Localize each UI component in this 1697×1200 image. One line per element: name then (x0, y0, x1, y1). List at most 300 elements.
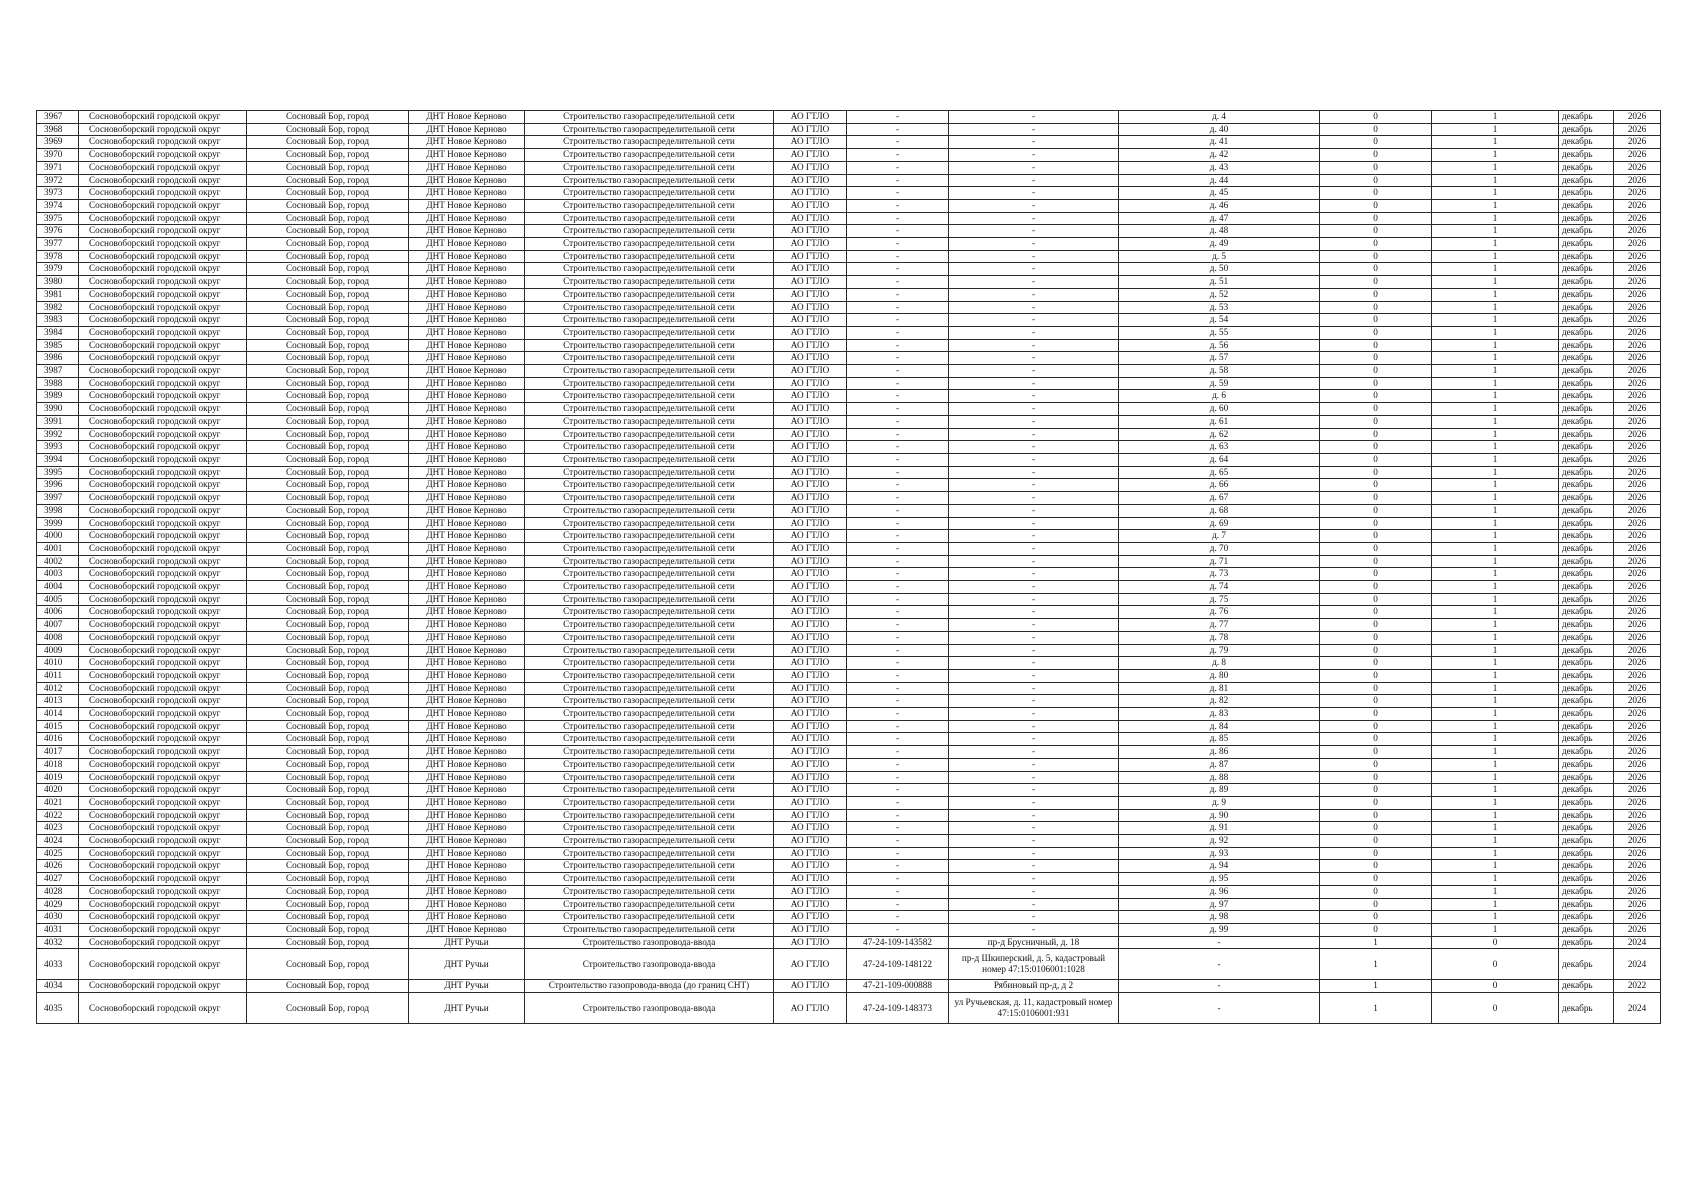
cell-row-number: 4033 (37, 949, 79, 980)
cell-activity: Строительство газораспределительной сети (525, 479, 774, 492)
cell-community: ДНТ Новое Керново (409, 352, 525, 365)
cell-activity: Строительство газораспределительной сети (525, 238, 774, 251)
cell-activity: Строительство газораспределительной сети (525, 365, 774, 378)
cell-contractor: АО ГТЛО (774, 301, 847, 314)
cell-community: ДНТ Новое Керново (409, 199, 525, 212)
cell-settlement: Сосновый Бор, город (247, 466, 409, 479)
cell-settlement: Сосновый Бор, город (247, 403, 409, 416)
table-row (37, 428, 1661, 441)
cell-activity: Строительство газораспределительной сети (525, 771, 774, 784)
cell-value-1: 0 (1320, 199, 1432, 212)
cell-year: 2026 (1614, 733, 1661, 746)
cell-activity: Строительство газораспределительной сети (525, 415, 774, 428)
cell-municipality: Сосновоборский городской округ (79, 885, 247, 898)
cell-house: д. 82 (1119, 695, 1320, 708)
cell-month: декабрь (1559, 352, 1614, 365)
cell-request-number: - (847, 161, 949, 174)
cell-value-1: 0 (1320, 212, 1432, 225)
cell-activity: Строительство газораспределительной сети (525, 898, 774, 911)
cell-community: ДНТ Новое Керново (409, 149, 525, 162)
cell-row-number: 4011 (37, 669, 79, 682)
cell-month: декабрь (1559, 365, 1614, 378)
cell-contractor: АО ГТЛО (774, 936, 847, 949)
table-row (37, 657, 1661, 670)
cell-house: д. 71 (1119, 555, 1320, 568)
cell-municipality: Сосновоборский городской округ (79, 911, 247, 924)
cell-object-address: - (949, 377, 1119, 390)
cell-value-1: 0 (1320, 453, 1432, 466)
cell-request-number: - (847, 288, 949, 301)
cell-year: 2026 (1614, 924, 1661, 937)
table-row (37, 809, 1661, 822)
cell-month: декабрь (1559, 733, 1614, 746)
cell-settlement: Сосновый Бор, город (247, 479, 409, 492)
cell-community: ДНТ Новое Керново (409, 111, 525, 124)
cell-object-address: - (949, 860, 1119, 873)
cell-month: декабрь (1559, 669, 1614, 682)
cell-month: декабрь (1559, 555, 1614, 568)
cell-activity: Строительство газораспределительной сети (525, 377, 774, 390)
cell-value-2: 1 (1432, 835, 1559, 848)
cell-value-1: 0 (1320, 238, 1432, 251)
cell-settlement: Сосновый Бор, город (247, 619, 409, 632)
cell-row-number: 3969 (37, 136, 79, 149)
cell-year: 2026 (1614, 530, 1661, 543)
cell-contractor: АО ГТЛО (774, 758, 847, 771)
cell-value-2: 1 (1432, 873, 1559, 886)
cell-value-2: 1 (1432, 657, 1559, 670)
cell-community: ДНТ Новое Керново (409, 453, 525, 466)
cell-month: декабрь (1559, 835, 1614, 848)
cell-contractor: АО ГТЛО (774, 136, 847, 149)
cell-value-1: 0 (1320, 149, 1432, 162)
cell-year: 2026 (1614, 796, 1661, 809)
cell-month: декабрь (1559, 771, 1614, 784)
table-row (37, 517, 1661, 530)
cell-community: ДНТ Новое Керново (409, 479, 525, 492)
cell-value-1: 0 (1320, 631, 1432, 644)
cell-request-number: - (847, 492, 949, 505)
table-row (37, 568, 1661, 581)
cell-municipality: Сосновоборский городской округ (79, 542, 247, 555)
cell-value-1: 0 (1320, 542, 1432, 555)
cell-settlement: Сосновый Бор, город (247, 542, 409, 555)
cell-row-number: 4022 (37, 809, 79, 822)
cell-value-2: 1 (1432, 911, 1559, 924)
cell-request-number: 47-24-109-143582 (847, 936, 949, 949)
cell-activity: Строительство газораспределительной сети (525, 619, 774, 632)
cell-settlement: Сосновый Бор, город (247, 758, 409, 771)
table-row (37, 898, 1661, 911)
cell-year: 2026 (1614, 555, 1661, 568)
cell-object-address: - (949, 187, 1119, 200)
cell-value-2: 1 (1432, 568, 1559, 581)
cell-value-2: 1 (1432, 365, 1559, 378)
cell-municipality: Сосновоборский городской округ (79, 479, 247, 492)
cell-value-1: 0 (1320, 847, 1432, 860)
cell-request-number: - (847, 326, 949, 339)
cell-activity: Строительство газораспределительной сети (525, 111, 774, 124)
table-row (37, 174, 1661, 187)
cell-row-number: 4034 (37, 980, 79, 993)
table-row (37, 873, 1661, 886)
cell-value-2: 1 (1432, 542, 1559, 555)
cell-value-2: 1 (1432, 479, 1559, 492)
cell-year: 2026 (1614, 504, 1661, 517)
cell-object-address: - (949, 288, 1119, 301)
cell-value-1: 0 (1320, 466, 1432, 479)
cell-row-number: 3974 (37, 199, 79, 212)
cell-request-number: - (847, 847, 949, 860)
cell-settlement: Сосновый Бор, город (247, 708, 409, 721)
cell-value-2: 1 (1432, 466, 1559, 479)
cell-community: ДНТ Новое Керново (409, 250, 525, 263)
cell-activity: Строительство газораспределительной сети (525, 276, 774, 289)
cell-object-address: - (949, 619, 1119, 632)
cell-community: ДНТ Новое Керново (409, 530, 525, 543)
cell-request-number: - (847, 746, 949, 759)
cell-municipality: Сосновоборский городской округ (79, 453, 247, 466)
cell-month: декабрь (1559, 111, 1614, 124)
cell-house: д. 54 (1119, 314, 1320, 327)
cell-year: 2026 (1614, 644, 1661, 657)
table-row (37, 530, 1661, 543)
cell-community: ДНТ Новое Керново (409, 441, 525, 454)
cell-contractor: АО ГТЛО (774, 225, 847, 238)
cell-month: декабрь (1559, 326, 1614, 339)
cell-activity: Строительство газораспределительной сети (525, 263, 774, 276)
cell-year: 2026 (1614, 377, 1661, 390)
cell-value-1: 0 (1320, 720, 1432, 733)
cell-request-number: - (847, 568, 949, 581)
cell-month: декабрь (1559, 822, 1614, 835)
cell-municipality: Сосновоборский городской округ (79, 771, 247, 784)
cell-settlement: Сосновый Бор, город (247, 911, 409, 924)
data-table (36, 110, 1661, 1024)
cell-month: декабрь (1559, 993, 1614, 1024)
cell-value-1: 0 (1320, 174, 1432, 187)
cell-activity: Строительство газораспределительной сети (525, 581, 774, 594)
table-row (37, 111, 1661, 124)
cell-house: д. 58 (1119, 365, 1320, 378)
cell-community: ДНТ Новое Керново (409, 568, 525, 581)
table-row (37, 555, 1661, 568)
cell-municipality: Сосновоборский городской округ (79, 784, 247, 797)
cell-house: д. 56 (1119, 339, 1320, 352)
cell-month: декабрь (1559, 619, 1614, 632)
cell-house: д. 43 (1119, 161, 1320, 174)
cell-contractor: АО ГТЛО (774, 441, 847, 454)
cell-contractor: АО ГТЛО (774, 479, 847, 492)
table-row (37, 504, 1661, 517)
cell-month: декабрь (1559, 542, 1614, 555)
cell-community: ДНТ Новое Керново (409, 517, 525, 530)
cell-contractor: АО ГТЛО (774, 657, 847, 670)
cell-settlement: Сосновый Бор, город (247, 174, 409, 187)
cell-object-address: - (949, 708, 1119, 721)
cell-house: - (1119, 949, 1320, 980)
cell-value-2: 1 (1432, 339, 1559, 352)
cell-object-address: - (949, 784, 1119, 797)
cell-month: декабрь (1559, 492, 1614, 505)
cell-settlement: Сосновый Бор, город (247, 263, 409, 276)
cell-year: 2026 (1614, 276, 1661, 289)
cell-contractor: АО ГТЛО (774, 276, 847, 289)
cell-row-number: 3987 (37, 365, 79, 378)
cell-month: декабрь (1559, 949, 1614, 980)
cell-house: д. 53 (1119, 301, 1320, 314)
table-row (37, 682, 1661, 695)
cell-contractor: АО ГТЛО (774, 593, 847, 606)
cell-value-1: 0 (1320, 911, 1432, 924)
cell-request-number: - (847, 542, 949, 555)
cell-settlement: Сосновый Бор, город (247, 796, 409, 809)
cell-value-1: 0 (1320, 695, 1432, 708)
cell-settlement: Сосновый Бор, город (247, 365, 409, 378)
cell-contractor: АО ГТЛО (774, 428, 847, 441)
cell-community: ДНТ Новое Керново (409, 415, 525, 428)
cell-activity: Строительство газораспределительной сети (525, 885, 774, 898)
cell-year: 2026 (1614, 466, 1661, 479)
cell-municipality: Сосновоборский городской округ (79, 669, 247, 682)
cell-community: ДНТ Новое Керново (409, 123, 525, 136)
cell-request-number: - (847, 504, 949, 517)
cell-municipality: Сосновоборский городской округ (79, 492, 247, 505)
cell-month: декабрь (1559, 339, 1614, 352)
cell-settlement: Сосновый Бор, город (247, 847, 409, 860)
cell-activity: Строительство газораспределительной сети (525, 796, 774, 809)
cell-year: 2026 (1614, 784, 1661, 797)
cell-request-number: - (847, 466, 949, 479)
cell-year: 2026 (1614, 441, 1661, 454)
cell-settlement: Сосновый Бор, город (247, 733, 409, 746)
cell-settlement: Сосновый Бор, город (247, 568, 409, 581)
cell-settlement: Сосновый Бор, город (247, 631, 409, 644)
cell-object-address: - (949, 441, 1119, 454)
cell-object-address: - (949, 276, 1119, 289)
cell-house: д. 5 (1119, 250, 1320, 263)
cell-month: декабрь (1559, 581, 1614, 594)
cell-house: д. 94 (1119, 860, 1320, 873)
cell-year: 2026 (1614, 606, 1661, 619)
cell-object-address: - (949, 924, 1119, 937)
cell-house: д. 76 (1119, 606, 1320, 619)
cell-row-number: 4018 (37, 758, 79, 771)
table-row (37, 238, 1661, 251)
cell-value-2: 1 (1432, 492, 1559, 505)
cell-year: 2026 (1614, 771, 1661, 784)
cell-municipality: Сосновоборский городской округ (79, 504, 247, 517)
cell-community: ДНТ Новое Керново (409, 720, 525, 733)
cell-activity: Строительство газораспределительной сети (525, 822, 774, 835)
cell-house: д. 85 (1119, 733, 1320, 746)
cell-row-number: 3976 (37, 225, 79, 238)
cell-contractor: АО ГТЛО (774, 238, 847, 251)
cell-value-1: 0 (1320, 390, 1432, 403)
cell-row-number: 3971 (37, 161, 79, 174)
cell-value-2: 1 (1432, 924, 1559, 937)
cell-municipality: Сосновоборский городской округ (79, 428, 247, 441)
cell-row-number: 4010 (37, 657, 79, 670)
cell-row-number: 3970 (37, 149, 79, 162)
cell-year: 2026 (1614, 187, 1661, 200)
cell-year: 2026 (1614, 542, 1661, 555)
cell-activity: Строительство газораспределительной сети (525, 504, 774, 517)
cell-value-1: 0 (1320, 339, 1432, 352)
cell-house: - (1119, 936, 1320, 949)
cell-request-number: - (847, 631, 949, 644)
cell-municipality: Сосновоборский городской округ (79, 276, 247, 289)
cell-month: декабрь (1559, 238, 1614, 251)
table-row (37, 835, 1661, 848)
cell-row-number: 4008 (37, 631, 79, 644)
cell-year: 2026 (1614, 822, 1661, 835)
cell-contractor: АО ГТЛО (774, 250, 847, 263)
cell-month: декабрь (1559, 187, 1614, 200)
cell-row-number: 3999 (37, 517, 79, 530)
cell-contractor: АО ГТЛО (774, 263, 847, 276)
cell-contractor: АО ГТЛО (774, 314, 847, 327)
cell-community: ДНТ Новое Керново (409, 885, 525, 898)
cell-settlement: Сосновый Бор, город (247, 377, 409, 390)
cell-object-address: - (949, 835, 1119, 848)
cell-settlement: Сосновый Бор, город (247, 530, 409, 543)
cell-value-1: 0 (1320, 530, 1432, 543)
cell-month: декабрь (1559, 403, 1614, 416)
cell-request-number: - (847, 924, 949, 937)
table-row (37, 453, 1661, 466)
cell-community: ДНТ Новое Керново (409, 733, 525, 746)
cell-month: декабрь (1559, 631, 1614, 644)
cell-settlement: Сосновый Бор, город (247, 199, 409, 212)
cell-house: д. 88 (1119, 771, 1320, 784)
cell-value-2: 1 (1432, 390, 1559, 403)
cell-row-number: 4005 (37, 593, 79, 606)
cell-request-number: - (847, 835, 949, 848)
cell-value-1: 0 (1320, 784, 1432, 797)
cell-municipality: Сосновоборский городской округ (79, 517, 247, 530)
cell-row-number: 4001 (37, 542, 79, 555)
cell-settlement: Сосновый Бор, город (247, 276, 409, 289)
cell-request-number: - (847, 377, 949, 390)
cell-settlement: Сосновый Бор, город (247, 441, 409, 454)
table-body (37, 111, 1661, 1024)
cell-community: ДНТ Новое Керново (409, 911, 525, 924)
cell-house: д. 63 (1119, 441, 1320, 454)
cell-municipality: Сосновоборский городской округ (79, 352, 247, 365)
cell-activity: Строительство газораспределительной сети (525, 187, 774, 200)
cell-activity: Строительство газораспределительной сети (525, 847, 774, 860)
cell-settlement: Сосновый Бор, город (247, 111, 409, 124)
table-row (37, 492, 1661, 505)
cell-municipality: Сосновоборский городской округ (79, 581, 247, 594)
cell-request-number: - (847, 225, 949, 238)
cell-settlement: Сосновый Бор, город (247, 669, 409, 682)
cell-row-number: 4012 (37, 682, 79, 695)
cell-community: ДНТ Ручьи (409, 936, 525, 949)
cell-year: 2026 (1614, 847, 1661, 860)
cell-community: ДНТ Новое Керново (409, 377, 525, 390)
cell-activity: Строительство газораспределительной сети (525, 606, 774, 619)
cell-house: д. 48 (1119, 225, 1320, 238)
cell-value-2: 1 (1432, 860, 1559, 873)
cell-value-1: 0 (1320, 898, 1432, 911)
cell-year: 2026 (1614, 479, 1661, 492)
cell-house: - (1119, 993, 1320, 1024)
cell-activity: Строительство газораспределительной сети (525, 441, 774, 454)
cell-object-address: Рябиновый пр-д, д 2 (949, 980, 1119, 993)
cell-municipality: Сосновоборский городской округ (79, 238, 247, 251)
cell-value-2: 1 (1432, 212, 1559, 225)
cell-activity: Строительство газораспределительной сети (525, 136, 774, 149)
cell-municipality: Сосновоборский городской округ (79, 377, 247, 390)
cell-row-number: 3995 (37, 466, 79, 479)
cell-month: декабрь (1559, 174, 1614, 187)
cell-settlement: Сосновый Бор, город (247, 225, 409, 238)
cell-house: д. 9 (1119, 796, 1320, 809)
cell-activity: Строительство газораспределительной сети (525, 568, 774, 581)
cell-contractor: АО ГТЛО (774, 326, 847, 339)
cell-activity: Строительство газораспределительной сети (525, 123, 774, 136)
table-row (37, 695, 1661, 708)
cell-community: ДНТ Новое Керново (409, 835, 525, 848)
cell-month: декабрь (1559, 225, 1614, 238)
cell-row-number: 4026 (37, 860, 79, 873)
cell-month: декабрь (1559, 898, 1614, 911)
cell-contractor: АО ГТЛО (774, 835, 847, 848)
cell-contractor: АО ГТЛО (774, 352, 847, 365)
cell-request-number: - (847, 809, 949, 822)
cell-object-address: - (949, 606, 1119, 619)
cell-object-address: - (949, 644, 1119, 657)
table-row (37, 936, 1661, 949)
table-row (37, 796, 1661, 809)
table-row (37, 136, 1661, 149)
cell-settlement: Сосновый Бор, город (247, 860, 409, 873)
cell-request-number: - (847, 174, 949, 187)
cell-request-number: - (847, 885, 949, 898)
cell-request-number: - (847, 149, 949, 162)
cell-value-1: 0 (1320, 796, 1432, 809)
cell-object-address: - (949, 695, 1119, 708)
table-row (37, 771, 1661, 784)
cell-object-address: - (949, 669, 1119, 682)
cell-house: д. 41 (1119, 136, 1320, 149)
cell-row-number: 3997 (37, 492, 79, 505)
cell-request-number: - (847, 517, 949, 530)
cell-year: 2026 (1614, 365, 1661, 378)
cell-row-number: 4007 (37, 619, 79, 632)
cell-object-address: - (949, 212, 1119, 225)
cell-contractor: АО ГТЛО (774, 504, 847, 517)
cell-activity: Строительство газораспределительной сети (525, 174, 774, 187)
cell-house: д. 77 (1119, 619, 1320, 632)
cell-settlement: Сосновый Бор, город (247, 657, 409, 670)
cell-value-2: 1 (1432, 631, 1559, 644)
cell-year: 2026 (1614, 708, 1661, 721)
cell-contractor: АО ГТЛО (774, 377, 847, 390)
cell-value-1: 0 (1320, 161, 1432, 174)
cell-month: декабрь (1559, 441, 1614, 454)
table-row (37, 733, 1661, 746)
cell-community: ДНТ Новое Керново (409, 581, 525, 594)
cell-request-number: - (847, 695, 949, 708)
cell-value-1: 0 (1320, 352, 1432, 365)
cell-house: д. 59 (1119, 377, 1320, 390)
cell-year: 2026 (1614, 339, 1661, 352)
cell-year: 2026 (1614, 669, 1661, 682)
cell-activity: Строительство газораспределительной сети (525, 326, 774, 339)
